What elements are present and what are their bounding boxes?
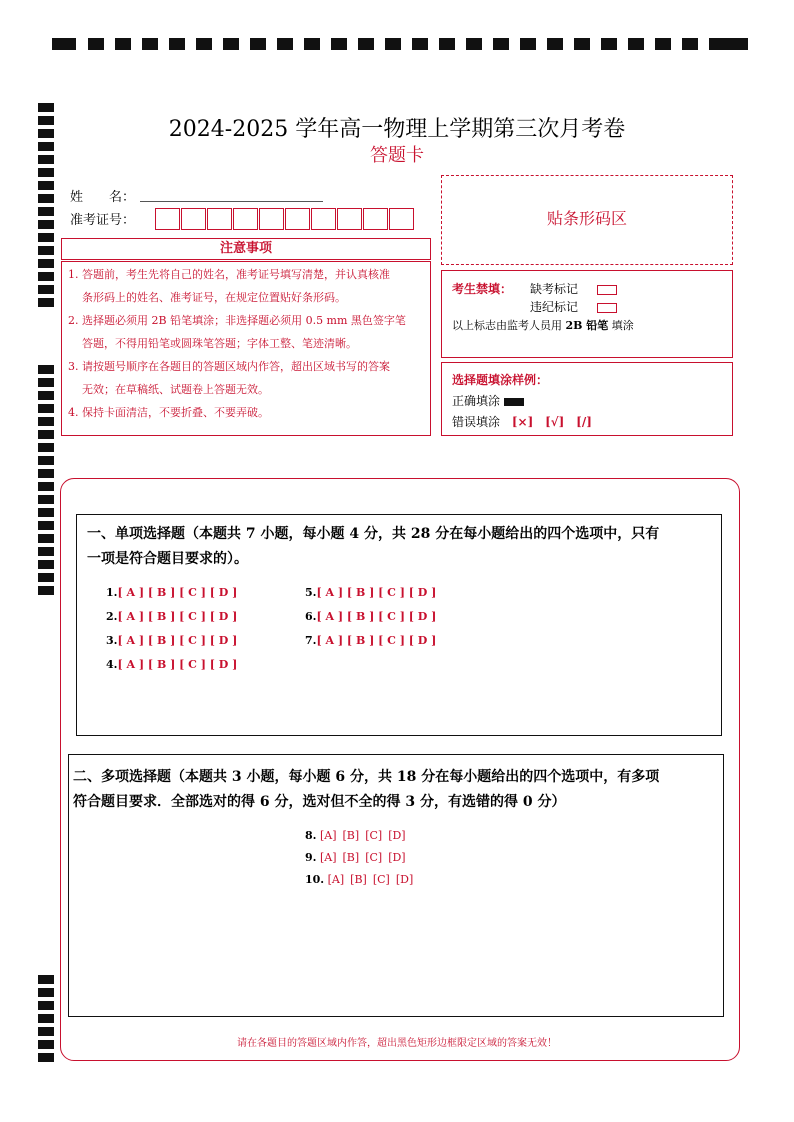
name-input-line[interactable]: [140, 201, 323, 202]
correct-fill: 正确填涂: [452, 392, 524, 409]
timing-mark: [38, 975, 54, 984]
timing-mark: [38, 573, 54, 582]
prohibited-label: 考生禁填：: [452, 282, 513, 296]
question-1[interactable]: 1.[ A ] [ B ] [ C ] [ D ]: [106, 586, 238, 599]
question-3[interactable]: 3.[ A ] [ B ] [ C ] [ D ]: [106, 634, 238, 647]
absent-checkbox[interactable]: [597, 285, 617, 295]
timing-mark: [38, 469, 54, 478]
notice-item-1: 1. 答题前，考生先将自己的姓名，准考证号填写清楚，并认真核准 条形码上的姓名、准考证号，在规定位置贴好条形码。: [68, 268, 390, 304]
notice-heading-box: [61, 238, 431, 260]
page-subtitle: 答题卡: [370, 145, 424, 166]
timing-mark: [38, 194, 54, 203]
timing-mark: [38, 508, 54, 517]
section1-heading: 一、单项选择题（本题共 7 小题，每小题 4 分，共 28 分在每小题给出的四个选项中，只有 一项是符合题目要求的）。: [87, 526, 660, 567]
question-9[interactable]: 9. [A] [B] [C] [D]: [305, 851, 406, 864]
question-10[interactable]: 10. [A] [B] [C] [D]: [305, 873, 414, 886]
notice-item-3: 3. 请按题号顺序在各题目的答题区域内作答，超出区域书写的答案 无效；在草稿纸、试题卷上答题无效。: [68, 360, 390, 396]
timing-mark: [38, 298, 54, 307]
timing-mark: [38, 365, 54, 374]
wrong-fill: 错误填涂 [×] [√] [/]: [452, 415, 592, 429]
question-2[interactable]: 2.[ A ] [ B ] [ C ] [ D ]: [106, 610, 238, 623]
violation-checkbox[interactable]: [597, 303, 617, 313]
timing-mark: [38, 521, 54, 530]
absent-mark: 缺考标记: [530, 280, 617, 297]
notice-item-4: 4. 保持卡面清洁，不要折叠、不要弄破。: [68, 406, 269, 419]
timing-mark: [38, 391, 54, 400]
notice-item-2: 2. 选择题必须用 2B 铅笔填涂；非选择题必须用 0.5 mm 黑色签字笔 答题，不得用铅笔或圆珠笔答题；字体工整、笔迹清晰。: [68, 314, 406, 350]
timing-mark: [38, 586, 54, 595]
question-4[interactable]: 4.[ A ] [ B ] [ C ] [ D ]: [106, 658, 238, 671]
notice-heading: 注意事项: [219, 241, 272, 256]
timing-mark: [38, 259, 54, 268]
footer-note: 请在各题目的答题区域内作答，超出黑色矩形边框限定区域的答案无效！: [237, 1038, 557, 1049]
exam-id-label: 准考证号：: [70, 213, 136, 228]
prohibited-box: [441, 270, 733, 358]
timing-mark: [38, 246, 54, 255]
timing-mark: [38, 220, 54, 229]
barcode-label: 贴条形码区: [546, 209, 627, 228]
timing-mark: [38, 482, 54, 491]
timing-mark: [38, 417, 54, 426]
timing-mark: [38, 534, 54, 543]
timing-mark: [38, 430, 54, 439]
section2-heading: 二、多项选择题（本题共 3 小题，每小题 6 分，共 18 分在每小题给出的四个选项中，有多项 符合题目要求．全部选对的得 6 分，选对但不全的得 3 分，有选错的得 0 分）: [73, 769, 660, 810]
timing-mark: [38, 443, 54, 452]
section2-box: [68, 754, 724, 1017]
fill-example-box: [441, 362, 733, 436]
timing-mark: [38, 168, 54, 177]
timing-mark: [38, 1053, 54, 1062]
prohibited-note: 以上标志由监考人员用 2B 铅笔 填涂: [452, 319, 634, 332]
timing-mark: [38, 1014, 54, 1023]
question-6[interactable]: 6.[ A ] [ B ] [ C ] [ D ]: [305, 610, 437, 623]
timing-mark: [38, 272, 54, 281]
correct-fill-sample: [504, 398, 524, 406]
timing-mark: [38, 988, 54, 997]
timing-mark: [38, 233, 54, 242]
page-title: 2024-2025 学年高一物理上学期第三次月考卷: [168, 117, 626, 142]
timing-mark: [38, 404, 54, 413]
timing-mark: [38, 285, 54, 294]
timing-mark: [38, 103, 54, 112]
notice-list: [68, 263, 428, 424]
barcode-area: [441, 175, 733, 265]
notice-box: [61, 261, 431, 436]
question-5[interactable]: 5.[ A ] [ B ] [ C ] [ D ]: [305, 586, 437, 599]
timing-mark: [38, 495, 54, 504]
timing-mark: [38, 560, 54, 569]
fill-example-heading: 选择题填涂样例：: [452, 373, 549, 387]
timing-mark: [38, 181, 54, 190]
question-8[interactable]: 8. [A] [B] [C] [D]: [305, 829, 406, 842]
section1-box: [76, 514, 722, 736]
violation-mark: 违纪标记: [530, 298, 617, 315]
timing-mark: [38, 1001, 54, 1010]
timing-mark: [38, 456, 54, 465]
timing-mark: [38, 547, 54, 556]
question-7[interactable]: 7.[ A ] [ B ] [ C ] [ D ]: [305, 634, 437, 647]
name-label: 姓 名：: [70, 190, 136, 205]
timing-mark: [38, 378, 54, 387]
timing-mark: [38, 207, 54, 216]
